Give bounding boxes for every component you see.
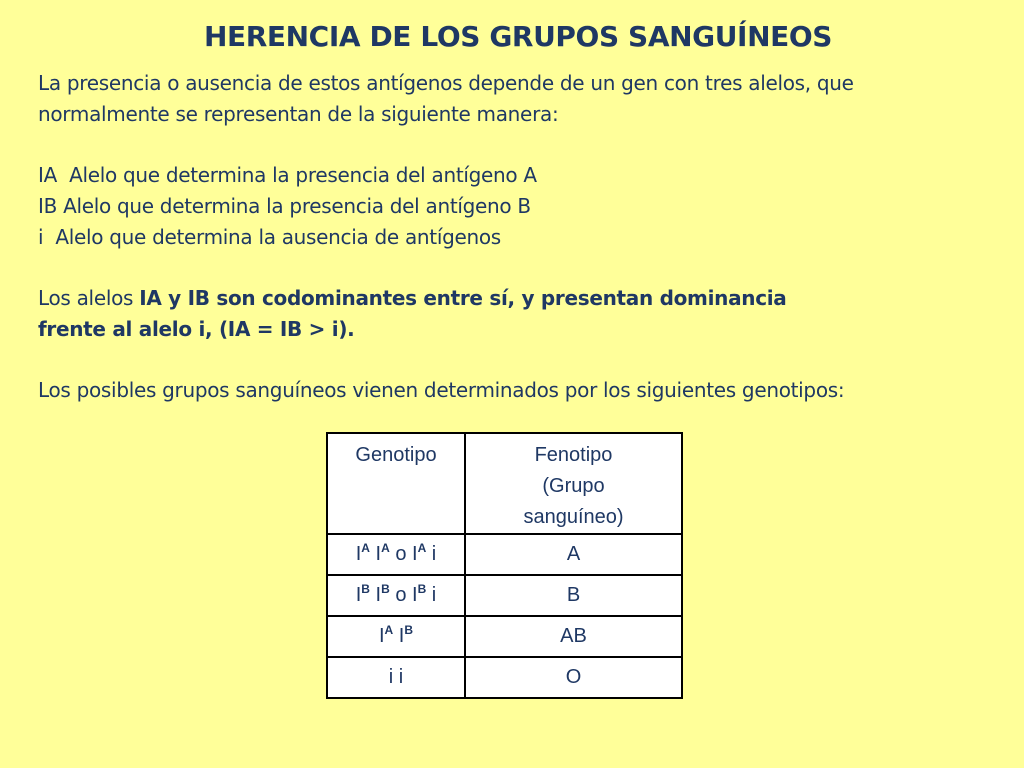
phenotype-cell: A	[465, 534, 682, 575]
table-header-row	[327, 433, 682, 534]
header-phenotype-line-3: sanguíneo)	[523, 506, 624, 528]
header-genotype: Genotipo	[327, 433, 465, 534]
intro-line-2: normalmente se representan de la siguiente manera:	[38, 102, 559, 126]
intro-line-1: La presencia o ausencia de estos antígenos depende de un gen con tres alelos, que	[38, 71, 854, 95]
genotype-superscript: B	[361, 582, 370, 596]
table-row	[327, 657, 682, 698]
allele-list	[38, 160, 1018, 253]
genotype-superscript: B	[417, 582, 427, 596]
genotype-superscript: B	[404, 623, 414, 637]
genotype-base: I	[369, 584, 382, 606]
allele-item-ia: IA Alelo que determina la presencia del antígeno A	[38, 163, 537, 187]
genotype-superscript: A	[384, 623, 394, 637]
genotype-base: I	[355, 584, 362, 606]
genotype-superscript: A	[361, 541, 370, 555]
genotype-base: I	[412, 584, 418, 606]
codominance-line-2: frente al alelo i, (IA = IB > i).	[38, 317, 355, 341]
genotype-superscript: A	[381, 541, 390, 555]
allele-item-i: i Alelo que determina la ausencia de antígenos	[38, 225, 501, 249]
table-row	[327, 575, 682, 616]
genotype-cell	[327, 534, 465, 575]
genotype-base: I	[393, 625, 405, 647]
genotype-tail: i	[426, 584, 437, 606]
genotype-superscript: A	[417, 541, 427, 555]
intro-paragraph	[38, 68, 1018, 130]
genotype-tail: i	[426, 543, 437, 565]
codominance-bold-1: IA y IB son codominantes entre sí, y presentan dominancia	[139, 286, 787, 310]
codominance-prefix: Los alelos	[38, 286, 140, 310]
genotype-base: I	[378, 625, 385, 647]
slide-title: HERENCIA DE LOS GRUPOS SANGUÍNEOS	[204, 20, 832, 53]
header-phenotype-line-2: (Grupo	[542, 475, 605, 497]
genotype-separator: o	[389, 584, 413, 606]
phenotype-cell: O	[465, 657, 682, 698]
genotype-base: I	[412, 543, 418, 565]
codominance-line-1	[38, 283, 1018, 314]
table-row	[327, 534, 682, 575]
codominance-paragraph	[38, 283, 1018, 345]
genotype-cell	[327, 575, 465, 616]
blood-group-table	[326, 432, 683, 699]
genotype-cell	[327, 616, 465, 657]
header-phenotype-line-1: Fenotipo	[534, 444, 613, 466]
genotypes-intro: Los posibles grupos sanguíneos vienen determinados por los siguientes genotipos:	[38, 378, 845, 402]
genotype-base: I	[369, 543, 382, 565]
genotype-separator: o	[389, 543, 413, 565]
genotype-base: I	[355, 543, 362, 565]
genotype-superscript: B	[381, 582, 390, 596]
allele-item-ib: IB Alelo que determina la presencia del antígeno B	[38, 194, 531, 218]
genotype-cell: i i	[327, 657, 465, 698]
header-phenotype	[465, 433, 682, 534]
table-row	[327, 616, 682, 657]
phenotype-cell: AB	[465, 616, 682, 657]
phenotype-cell: B	[465, 575, 682, 616]
